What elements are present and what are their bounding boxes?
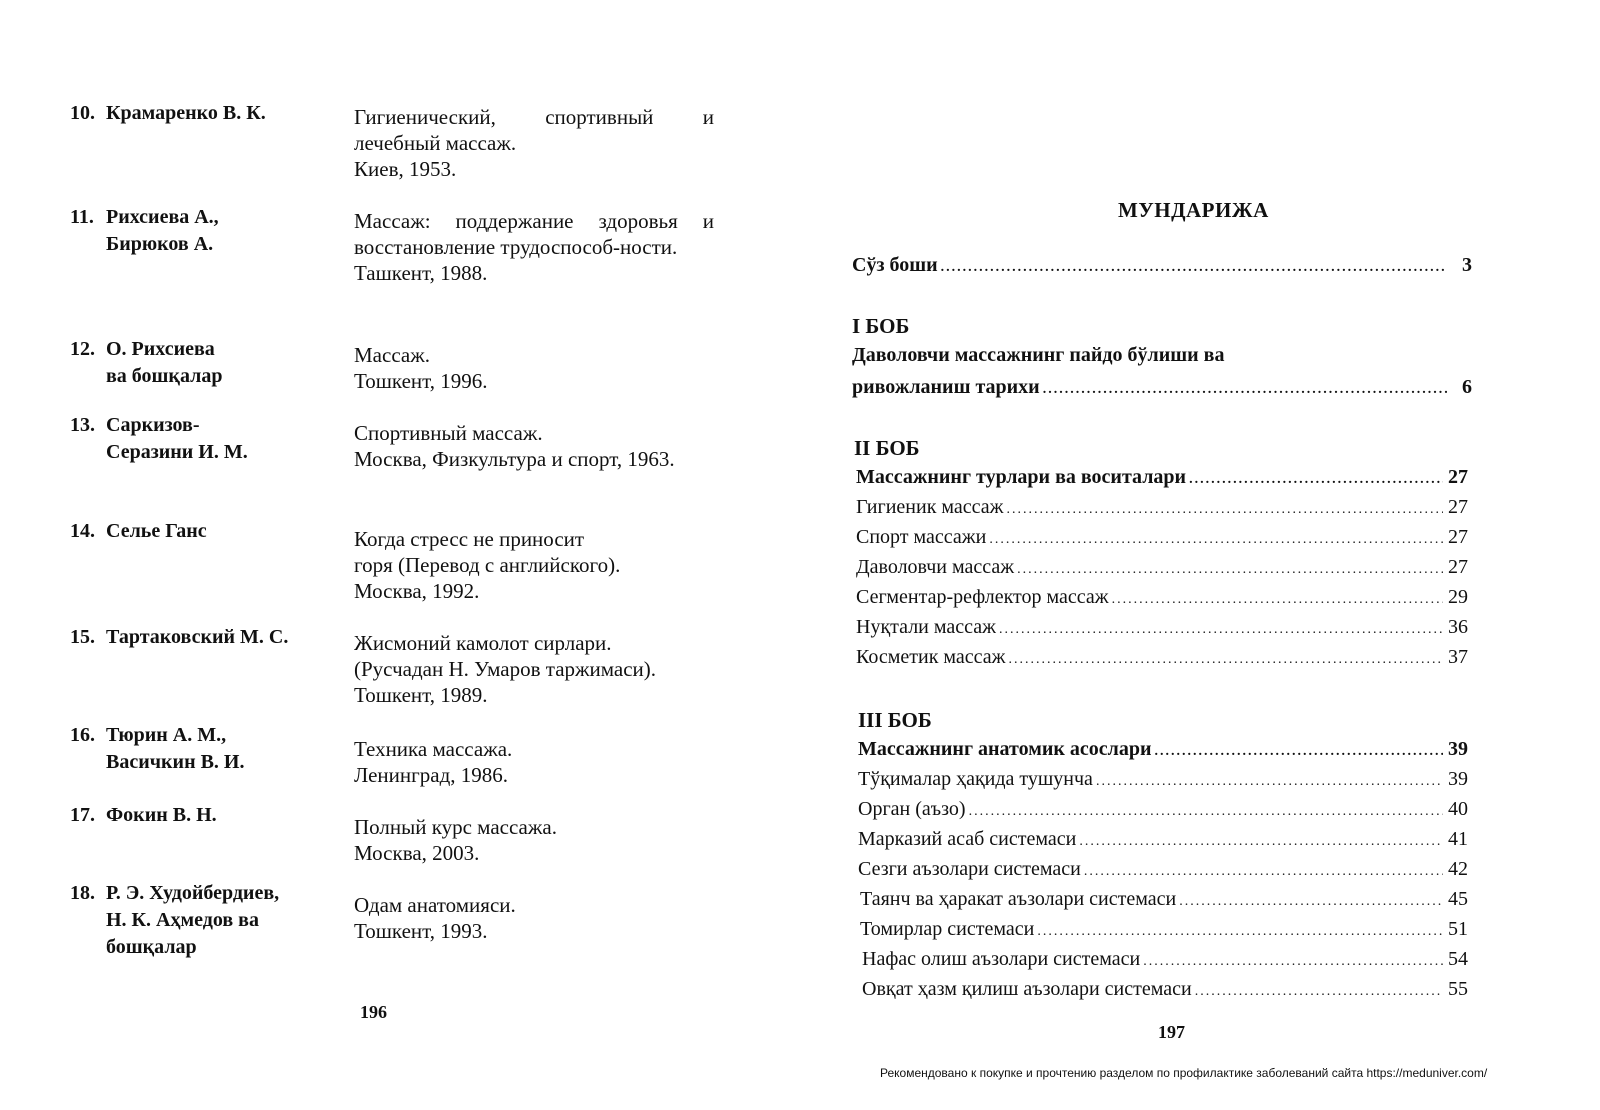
toc-entry bbox=[856, 464, 1468, 493]
dot-leader bbox=[1143, 949, 1443, 975]
toc-entry-page: 45 bbox=[1448, 888, 1468, 910]
reference-authors: Саркизов- Серазини И. М. bbox=[106, 414, 248, 463]
dot-leader bbox=[1189, 467, 1443, 493]
toc-entry-label: Тўқималар ҳақида тушунча bbox=[858, 768, 1093, 790]
toc-entry-page: 27 bbox=[1448, 496, 1468, 518]
reference-number: 10. bbox=[70, 102, 95, 124]
toc-entry bbox=[856, 644, 1468, 673]
toc-entry-label: Овқат ҳазм қилиш аъзолари системаси bbox=[862, 978, 1192, 1000]
toc-entry bbox=[856, 494, 1468, 523]
toc-entry-label: Сегментар-рефлектор массаж bbox=[856, 586, 1109, 608]
page-number: 196 bbox=[360, 1002, 387, 1022]
toc-entry-label: Сезги аъзолари системаси bbox=[858, 858, 1081, 880]
toc-entry-page: 40 bbox=[1448, 798, 1468, 820]
toc-entry bbox=[858, 826, 1468, 855]
reference-authors: Тюрин А. М., Васичкин В. И. bbox=[106, 724, 245, 773]
toc-entry-label: Массажнинг анатомик асослари bbox=[858, 738, 1152, 760]
dot-leader bbox=[1179, 889, 1443, 915]
dot-leader bbox=[941, 255, 1447, 281]
toc-entry-page: 6 bbox=[1462, 376, 1472, 398]
dot-leader bbox=[1009, 647, 1443, 673]
toc-entry-page: 27 bbox=[1448, 526, 1468, 548]
dot-leader bbox=[1084, 859, 1443, 885]
toc-entry-label: Нафас олиш аъзолари системаси bbox=[862, 948, 1141, 970]
toc-entry-page: 27 bbox=[1448, 466, 1468, 488]
dot-leader bbox=[1195, 979, 1443, 1005]
reference-work: Техника массажа. Ленинград, 1986. bbox=[354, 737, 513, 787]
reference-number: 16. bbox=[70, 724, 95, 746]
reference-number: 13. bbox=[70, 414, 95, 436]
toc-entry-page: 51 bbox=[1448, 918, 1468, 940]
toc-entry-label: Даволовчи массажнинг пайдо бўлиши ва bbox=[852, 344, 1225, 366]
toc-entry-label: Косметик массаж bbox=[856, 646, 1006, 668]
dot-leader bbox=[1043, 377, 1447, 403]
toc-entry bbox=[860, 886, 1468, 915]
toc-entry-page: 54 bbox=[1448, 948, 1468, 970]
toc-entry-page: 55 bbox=[1448, 978, 1468, 1000]
reference-number: 14. bbox=[70, 520, 95, 542]
toc-entry bbox=[856, 614, 1468, 643]
toc-entry bbox=[858, 766, 1468, 795]
toc-entry-page: 39 bbox=[1448, 768, 1468, 790]
toc-entry bbox=[858, 736, 1468, 765]
reference-work: Спортивный массаж. Москва, Физкультура и спорт, 1963. bbox=[354, 421, 675, 471]
reference-authors: Селье Ганс bbox=[106, 520, 207, 542]
dot-leader bbox=[999, 617, 1443, 643]
reference-work: Одам анатомияси. Тошкент, 1993. bbox=[354, 893, 516, 943]
dot-leader bbox=[1096, 769, 1443, 795]
dot-leader bbox=[989, 527, 1443, 553]
toc-entry-page: 41 bbox=[1448, 828, 1468, 850]
toc-entry-page: 39 bbox=[1448, 738, 1468, 760]
reference-number: 17. bbox=[70, 804, 95, 826]
toc-entry-page: 37 bbox=[1448, 646, 1468, 668]
toc-entry-page: 3 bbox=[1462, 254, 1472, 276]
toc-entry-label: Марказий асаб системаси bbox=[858, 828, 1077, 850]
reference-authors: Фокин В. Н. bbox=[106, 804, 217, 826]
reference-authors: Крамаренко В. К. bbox=[106, 102, 266, 124]
chapter-heading: III БОБ bbox=[858, 708, 932, 732]
reference-number: 15. bbox=[70, 626, 95, 648]
toc-title: МУНДАРИЖА bbox=[1118, 198, 1269, 222]
dot-leader bbox=[1017, 557, 1443, 583]
toc-entry bbox=[862, 976, 1468, 1005]
toc-entry-page: 36 bbox=[1448, 616, 1468, 638]
reference-number: 18. bbox=[70, 882, 95, 904]
reference-work: Жисмоний камолот сирлари. (Русчадан Н. Умаров таржимаси). Тошкент, 1989. bbox=[354, 631, 657, 707]
toc-entry bbox=[858, 856, 1468, 885]
reference-number: 11. bbox=[70, 206, 94, 228]
reference-number: 12. bbox=[70, 338, 95, 360]
chapter-heading: II БОБ bbox=[854, 436, 920, 460]
dot-leader bbox=[1037, 919, 1443, 945]
toc-entry-label: Гигиеник массаж bbox=[856, 496, 1004, 518]
toc-entry-label: Даволовчи массаж bbox=[856, 556, 1015, 578]
page-number: 197 bbox=[1158, 1022, 1185, 1042]
dot-leader bbox=[1007, 497, 1444, 523]
toc-entry-label: Томирлар системаси bbox=[860, 918, 1035, 940]
toc-entry-page: 27 bbox=[1448, 556, 1468, 578]
reference-authors: О. Рихсиева ва бошқалар bbox=[106, 338, 223, 387]
dot-leader bbox=[969, 799, 1443, 825]
dot-leader bbox=[1155, 739, 1443, 765]
chapter-heading: I БОБ bbox=[852, 314, 910, 338]
chapter-title-line bbox=[852, 342, 1472, 368]
toc-entry bbox=[856, 554, 1468, 583]
reference-work: Гигиенический, спортивный и лечебный массаж. Киев, 1953. bbox=[354, 105, 714, 181]
dot-leader bbox=[1112, 587, 1443, 613]
reference-work: Когда стресс не приносит горя (Перевод с английского). Москва, 1992. bbox=[354, 527, 621, 603]
toc-entry-label: Орган (аъзо) bbox=[858, 798, 966, 820]
toc-entry bbox=[862, 946, 1468, 975]
toc-entry-label: Спорт массажи bbox=[856, 526, 987, 548]
reference-authors: Тартаковский М. С. bbox=[106, 626, 289, 648]
toc-entry bbox=[856, 584, 1468, 613]
toc-entry bbox=[856, 524, 1468, 553]
toc-entry-label: Массажнинг турлари ва воситалари bbox=[856, 466, 1187, 488]
toc-entry-page: 29 bbox=[1448, 586, 1468, 608]
reference-work: Массаж. Тошкент, 1996. bbox=[354, 343, 488, 393]
toc-entry bbox=[860, 916, 1468, 945]
toc-entry-label: Нуқтали массаж bbox=[856, 616, 996, 638]
reference-authors: Р. Э. Худойбердиев, Н. К. Аҳмедов ва бошқалар bbox=[106, 882, 280, 958]
toc-entry-label: ривожланиш тарихи bbox=[852, 376, 1040, 398]
dot-leader bbox=[1079, 829, 1443, 855]
footer-note: Рекомендовано к покупке и прочтению разделом по профилактике заболеваний сайта https://meduniver.com/ bbox=[880, 1066, 1488, 1080]
reference-work: Полный курс массажа. Москва, 2003. bbox=[354, 815, 557, 865]
toc-entry-label: Таянч ва ҳаракат аъзолари системаси bbox=[860, 888, 1177, 910]
toc-entry-chapter1 bbox=[852, 374, 1472, 403]
toc-entry-label: Сўз боши bbox=[852, 254, 938, 276]
reference-work: Массаж: поддержание здоровья и восстановление трудоспособ-ности. Ташкент, 1988. bbox=[354, 209, 714, 285]
toc-entry-page: 42 bbox=[1448, 858, 1468, 880]
toc-entry bbox=[858, 796, 1468, 825]
toc-entry-preface bbox=[852, 252, 1472, 281]
reference-authors: Рихсиева А., Бирюков А. bbox=[106, 206, 219, 255]
